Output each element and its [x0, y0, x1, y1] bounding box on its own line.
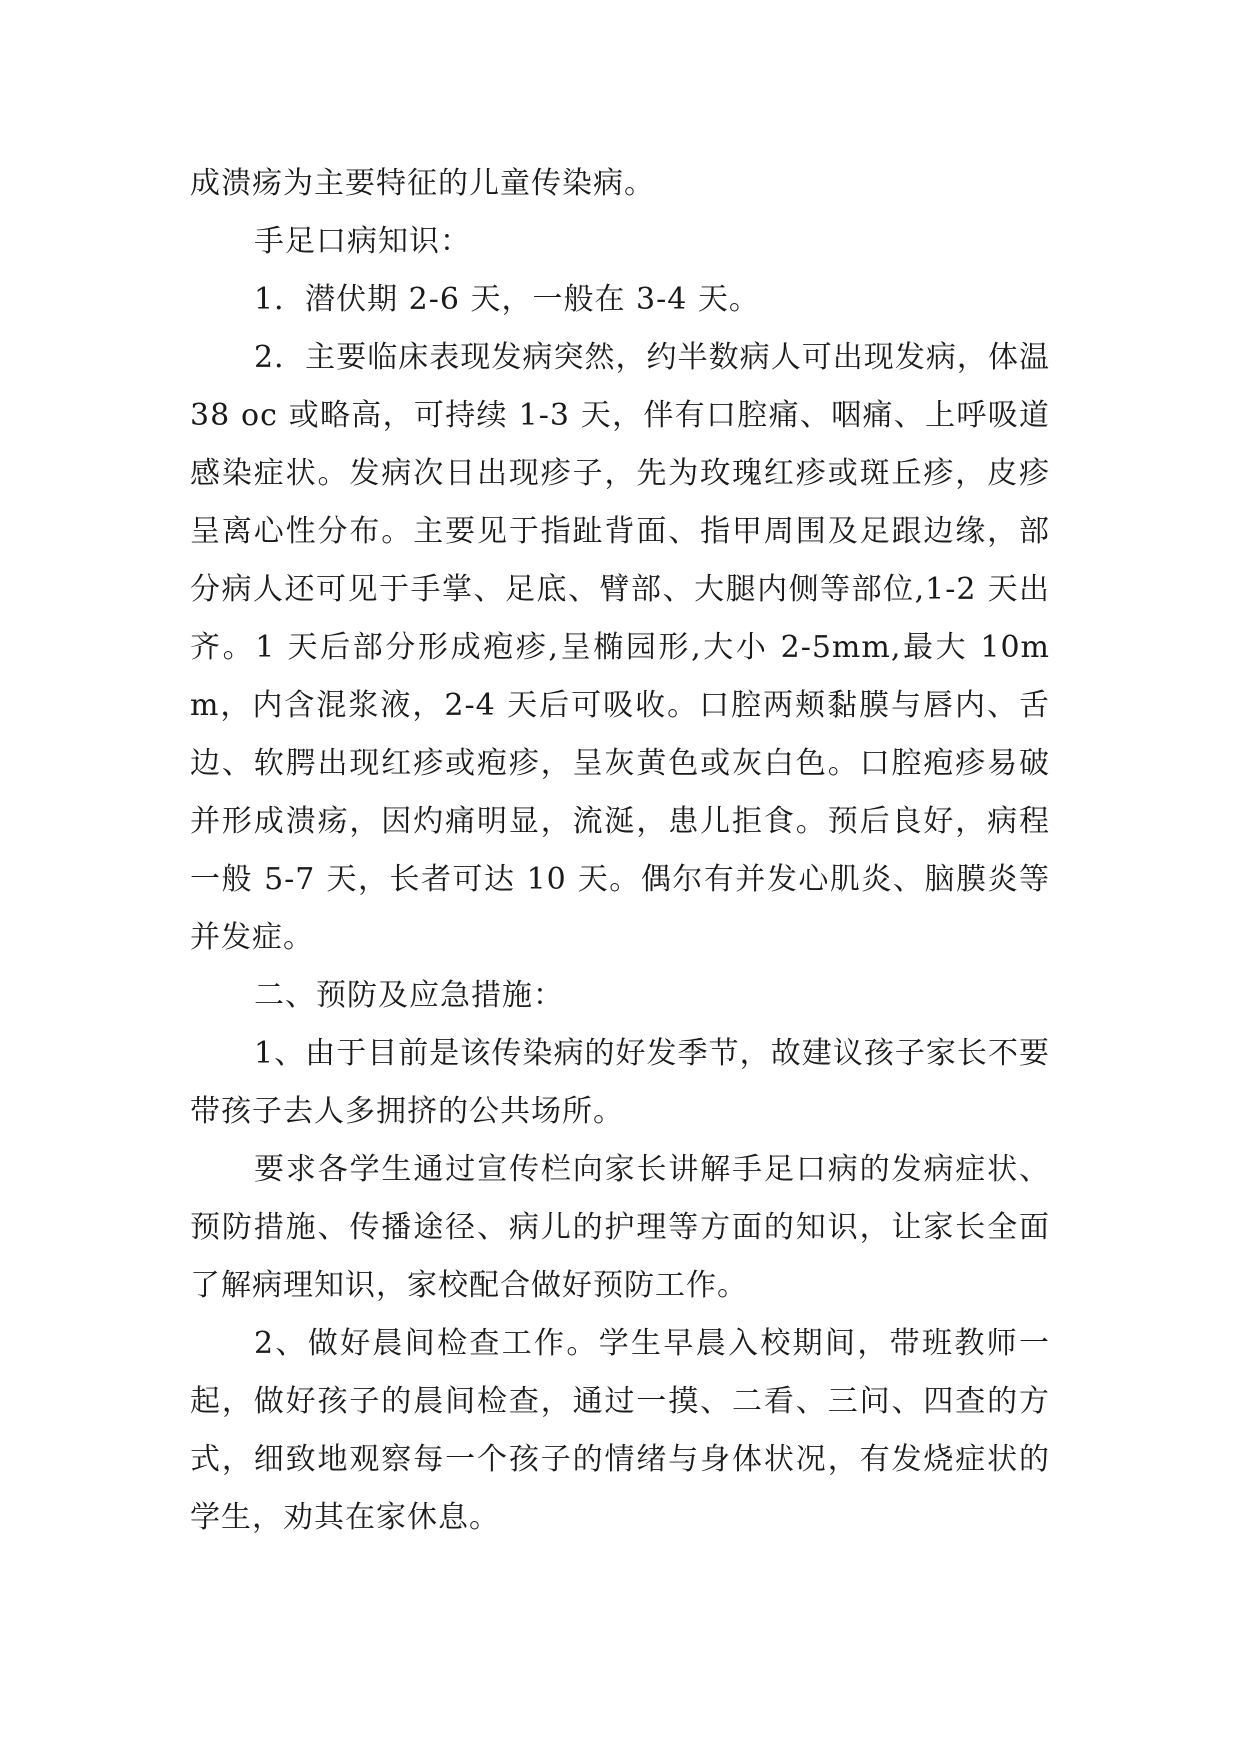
- paragraph-parent-education: 要求各学生通过宣传栏向家长讲解手足口病的发病症状、预防措施、传播途径、病儿的护理等方面的知识，让家长全面了解病理知识，家校配合做好预防工作。: [190, 1152, 1050, 1303]
- paragraph-prevention-item-1: 1、由于目前是该传染病的好发季节，故建议孩子家长不要带孩子去人多拥挤的公共场所。: [190, 1036, 1050, 1129]
- paragraph-continuation: 成溃疡为主要特征的儿童传染病。: [190, 166, 655, 201]
- document-body: [190, 155, 1050, 1547]
- section-heading-prevention: 二、预防及应急措施：: [254, 978, 564, 1013]
- section-heading-hfmd-knowledge: 手足口病知识：: [254, 224, 471, 259]
- paragraph-clinical-manifestations: 2．主要临床表现发病突然，约半数病人可出现发病，体温 38 oc 或略高，可持续 1-3 天，伴有口腔痛、咽痛、上呼吸道感染症状。发病次日出现疹子，先为玫瑰红疹或斑丘疹，皮疹呈离心性分布。主要见于指趾背面、指甲周围及足跟边缘，部分病人还可见于手掌、足底、臂部、大腿内侧等部位,1-2 天出齐。1 天后部分形成疱疹,呈椭园形,大小 2-5mm,最大 10mm，内含混浆液，2-4 天后可吸收。口腔两颊黏膜与唇内、舌边、软腭出现红疹或疱疹，呈灰黄色或灰白色。口腔疱疹易破并形成溃疡，因灼痛明显，流涎，患儿拒食。预后良好，病程一般 5-7 天，长者可达 10 天。偶尔有并发心肌炎、脑膜炎等并发症。: [190, 340, 1050, 955]
- paragraph-incubation-period: 1．潜伏期 2-6 天，一般在 3-4 天。: [254, 282, 760, 317]
- paragraph-prevention-item-2: 2、做好晨间检查工作。学生早晨入校期间，带班教师一起，做好孩子的晨间检查，通过一摸、二看、三问、四查的方式，细致地观察每一个孩子的情绪与身体状况，有发烧症状的学生，劝其在家休息。: [190, 1326, 1050, 1535]
